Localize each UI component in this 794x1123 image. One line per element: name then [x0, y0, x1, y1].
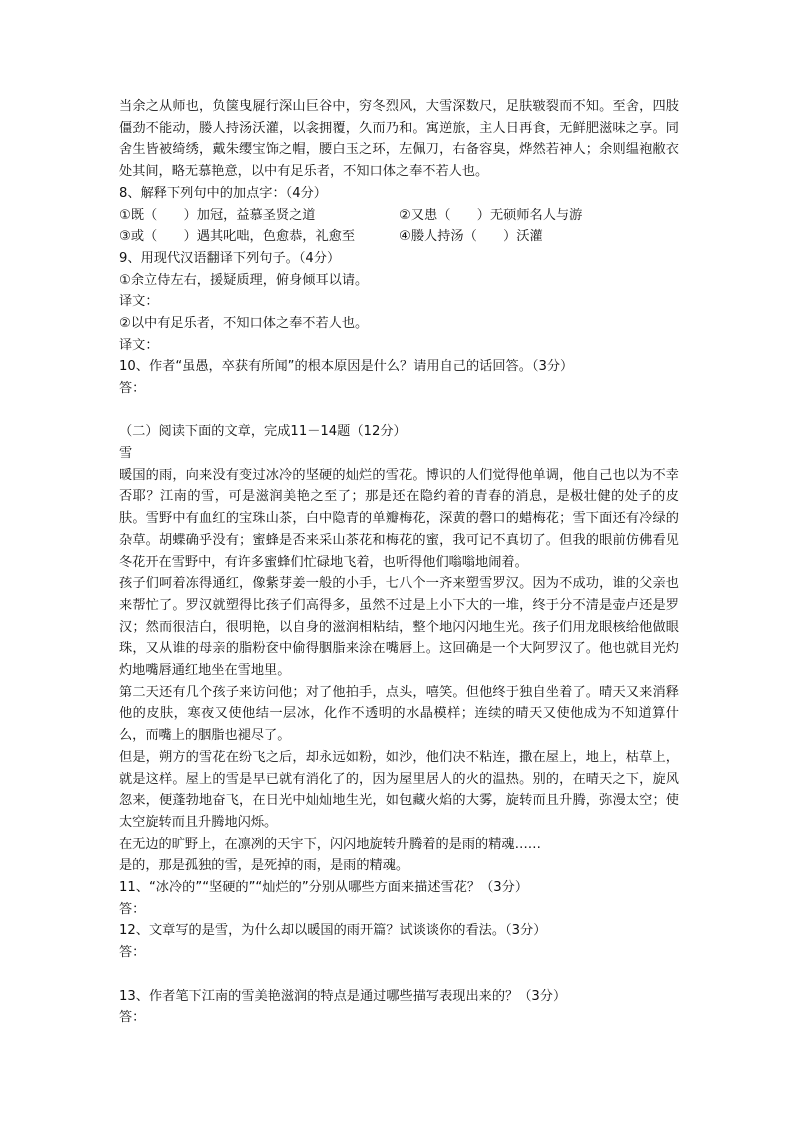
article-paragraph-5: 在无边的旷野上，在凛冽的天宇下，闪闪地旋转升腾着的是雨的精魂…… [119, 836, 541, 852]
q9-translation-label-2: 译文： [119, 337, 159, 353]
q8-row-1 [119, 205, 679, 227]
document-page [119, 96, 679, 1029]
passage1-paragraph: 当余之从师也，负箧曳屣行深山巨谷中，穷冬烈风，大雪深数尺，足肤皲裂而不知。至舍，四肢僵劲不能动，媵人持汤沃灌，以衾拥覆，久而乃和。寓逆旅，主人日再食，无鲜肥滋味之享。同舍生皆被绮绣，戴朱缨宝饰之帽，腰白玉之环，左佩刀，右备容臭，烨然若神人；余则缊袍敝衣处其间，略无慕艳意，以中有足乐者，不知口体之奉不若人也。 [119, 99, 679, 180]
article-paragraph-2: 孩子们呵着冻得通红，像紫芽姜一般的小手，七八个一齐来塑雪罗汉。因为不成功，谁的父亲也来帮忙了。罗汉就塑得比孩子们高得多，虽然不过是上小下大的一堆，终于分不清是壶卢还是罗汉；然而很洁白，很明艳，以自身的滋润相粘结，整个地闪闪地生光。孩子们用龙眼核给他做眼珠，又从谁的母亲的脂粉奁中偷得胭脂来涂在嘴唇上。这回确是一个大阿罗汉了。他也就目光灼灼地嘴唇通红地坐在雪地里。 [119, 576, 679, 679]
q8-item-4: ④媵人持汤（ ）沃灌 [399, 229, 543, 245]
section2-heading: （二）阅读下面的文章，完成11－14题（12分） [119, 424, 407, 440]
q8-item-2: ②又患（ ）无硕师名人与游 [399, 207, 583, 223]
article-title: 雪 [119, 446, 133, 462]
q9-title: 9、用现代汉语翻译下列句子。（4分） [119, 250, 341, 266]
q11-title: 11、“冰冷的”“坚硬的”“灿烂的”分别从哪些方面来描述雪花？（3分） [119, 880, 529, 896]
q8-row-2 [119, 226, 679, 248]
q10-title: 10、作者“虽愚，卒获有所闻”的根本原因是什么？请用自己的话回答。（3分） [119, 359, 574, 375]
q8-item-3: ③或（ ）遇其叱咄，色愈恭，礼愈至 [119, 229, 356, 245]
q9-sentence-2: ②以中有足乐者，不知口体之奉不若人也。 [119, 315, 369, 331]
article-paragraph-1: 暖国的雨，向来没有变过冰冷的坚硬的灿烂的雪花。博识的人们觉得他单调，他自己也以为不幸否耶？江南的雪，可是滋润美艳之至了；那是还在隐约着的青春的消息，是极壮健的处子的皮肤。雪野中有血红的宝珠山茶，白中隐青的单瓣梅花，深黄的磬口的蜡梅花；雪下面还有冷绿的杂草。胡蝶确乎没有；蜜蜂是否来采山茶花和梅花的蜜，我可记不真切了。但我的眼前仿佛看见冬花开在雪野中，有许多蜜蜂们忙碌地飞着，也听得他们嗡嗡地闹着。 [119, 467, 679, 570]
spacer [119, 964, 679, 986]
q12-title: 12、文章写的是雪，为什么却以暖国的雨开篇？试谈谈你的看法。（3分） [119, 923, 547, 939]
article-paragraph-3: 第二天还有几个孩子来访问他；对了他拍手，点头，嘻笑。但他终于独自坐着了。晴天又来消释他的皮肤，寒夜又使他结一层冰，化作不透明的水晶模样；连续的晴天又使他成为不知道算什么，而嘴上的胭脂也褪尽了。 [119, 684, 679, 744]
article-paragraph-4: 但是，朔方的雪花在纷飞之后，却永远如粉，如沙，他们决不粘连，撒在屋上，地上，枯草上，就是这样。屋上的雪是早已就有消化了的，因为屋里居人的火的温热。别的，在晴天之下，旋风忽来，便蓬勃地奋飞，在日光中灿灿地生光，如包藏火焰的大雾，旋转而且升腾，弥漫太空；使太空旋转而且升腾地闪烁。 [119, 749, 679, 830]
q9-sentence-1: ①余立侍左右，援疑质理，俯身倾耳以请。 [119, 272, 369, 288]
q11-answer-label: 答： [119, 901, 146, 917]
q9-translation-label-1: 译文： [119, 294, 159, 310]
q10-answer-label: 答： [119, 381, 146, 396]
article-paragraph-6: 是的，那是孤独的雪，是死掉的雨，是雨的精魂。 [119, 858, 410, 874]
spacer [119, 400, 679, 422]
q13-answer-label: 答： [119, 1010, 146, 1026]
q8-item-1: ①既（ ）加冠，益慕圣贤之道 [119, 207, 316, 223]
q13-title: 13、作者笔下江南的雪美艳滋润的特点是通过哪些描写表现出来的？（3分） [119, 988, 567, 1004]
q12-answer-label: 答： [119, 945, 146, 961]
q8-title: 8、解释下列句中的加点字：（4分） [119, 185, 327, 201]
